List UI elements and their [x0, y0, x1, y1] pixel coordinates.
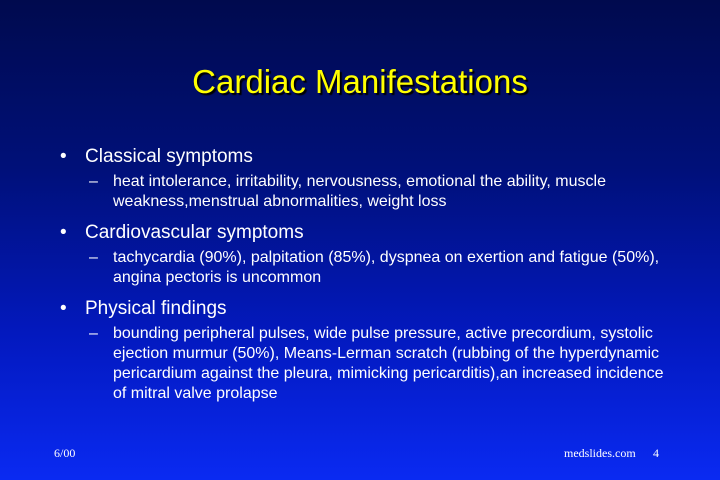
sub-marker: – [89, 173, 98, 190]
sub-marker: – [89, 249, 98, 266]
bullet-marker: • [60, 298, 67, 319]
footer-page-number: 4 [653, 446, 659, 460]
sub-item [89, 324, 670, 404]
bullet-list [60, 144, 670, 412]
sub-text: heat intolerance, irritability, nervousness, emotional the ability, muscle weakness,menstrual abnormalities, weight loss [113, 173, 606, 210]
sub-text: bounding peripheral pulses, wide pulse pressure, active precordium, systolic ejection murmur (50%), Means-Lerman scratch (rubbing of the hyperdynamic pericardium against the pleura, mimicking pericarditis),an increased incidence of mitral valve prolapse [113, 325, 664, 402]
sub-item [89, 172, 670, 212]
slide-title: Cardiac Manifestations [192, 63, 528, 100]
sub-list [89, 248, 670, 288]
bullet-marker: • [60, 222, 67, 243]
sub-marker: – [89, 325, 98, 342]
sub-list [89, 172, 670, 212]
bullet-item-cardiovascular-symptoms [60, 220, 670, 288]
sub-list [89, 324, 670, 404]
sub-item [89, 248, 670, 288]
bullet-text: Physical findings [85, 298, 227, 319]
bullet-text: Classical symptoms [85, 146, 253, 167]
footer-date: 6/00 [54, 446, 76, 460]
bullet-text: Cardiovascular symptoms [85, 222, 304, 243]
footer-source: medslides.com [564, 446, 636, 460]
bullet-item-physical-findings [60, 296, 670, 404]
sub-text: tachycardia (90%), palpitation (85%), dyspnea on exertion and fatigue (50%), angina pectoris is uncommon [113, 249, 660, 286]
bullet-item-classical-symptoms [60, 144, 670, 212]
bullet-marker: • [60, 146, 67, 167]
